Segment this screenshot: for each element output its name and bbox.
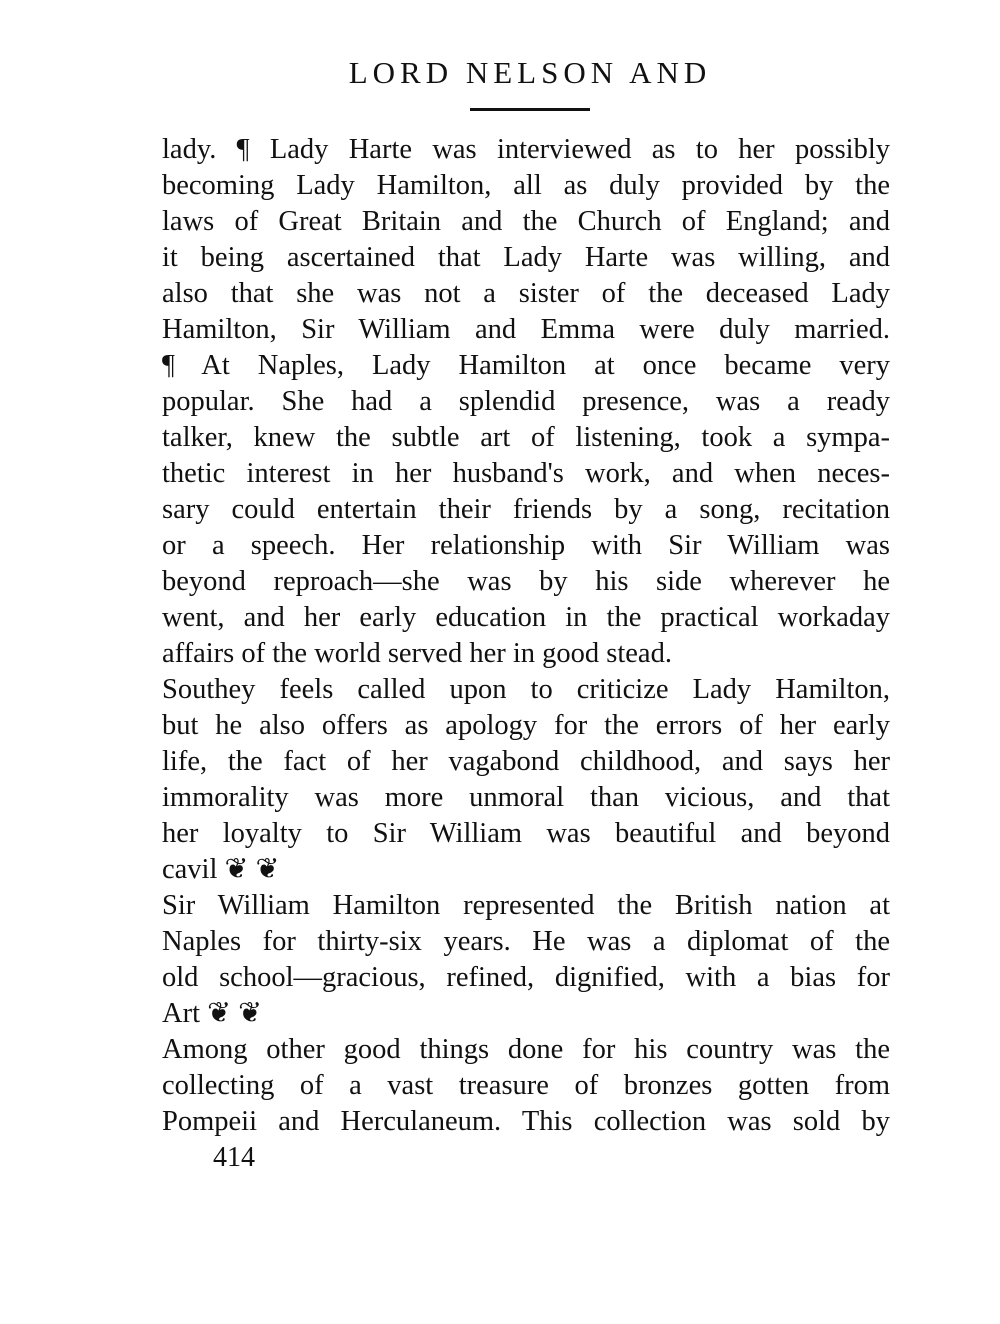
text-line: sary could entertain their friends by a song, recitation: [162, 494, 890, 525]
text-line: ¶ At Naples, Lady Hamilton at once became very: [162, 350, 890, 381]
running-title: LORD NELSON AND: [348, 55, 712, 90]
text-line: becoming Lady Hamilton, all as duly provided by the: [162, 170, 890, 201]
text-line: Southey feels called upon to criticize Lady Hamilton,: [162, 674, 890, 705]
text-line: beyond reproach—she was by his side wherever he: [162, 566, 890, 597]
text-line: Naples for thirty-six years. He was a diplomat of the: [162, 926, 890, 957]
text-line: immorality was more unmoral than vicious, and that: [162, 782, 890, 813]
text-line: or a speech. Her relationship with Sir William was: [162, 530, 890, 561]
text-line: old school—gracious, refined, dignified, with a bias for: [162, 962, 890, 993]
text-line: Among other good things done for his country was the: [162, 1034, 890, 1065]
text-line: popular. She had a splendid presence, was a ready: [162, 386, 890, 417]
text-line: her loyalty to Sir William was beautiful and beyond: [162, 818, 890, 849]
text-line: thetic interest in her husband's work, and when neces-: [162, 458, 890, 489]
body-text: [162, 132, 890, 1140]
text-line: affairs of the world served her in good stead.: [162, 638, 672, 669]
text-line: talker, knew the subtle art of listening, took a sympa-: [162, 422, 890, 453]
page-number: 414: [213, 1142, 255, 1173]
text-line: Pompeii and Herculaneum. This collection was sold by: [162, 1106, 890, 1137]
text-line: life, the fact of her vagabond childhood, and says her: [162, 746, 890, 777]
title-rule: [470, 108, 590, 111]
text-line: cavil ❦ ❦: [162, 854, 280, 885]
text-line: laws of Great Britain and the Church of England; and: [162, 206, 890, 237]
text-line: collecting of a vast treasure of bronzes gotten from: [162, 1070, 890, 1101]
text-line: also that she was not a sister of the deceased Lady: [162, 278, 890, 309]
text-line: Art ❦ ❦: [162, 998, 263, 1029]
text-line: it being ascertained that Lady Harte was willing, and: [162, 242, 890, 273]
text-line: lady. ¶ Lady Harte was interviewed as to her possibly: [162, 134, 890, 165]
text-line: Sir William Hamilton represented the British nation at: [162, 890, 890, 921]
text-line: went, and her early education in the practical workaday: [162, 602, 890, 633]
text-line: Hamilton, Sir William and Emma were duly married.: [162, 314, 890, 345]
text-line: but he also offers as apology for the errors of her early: [162, 710, 890, 741]
